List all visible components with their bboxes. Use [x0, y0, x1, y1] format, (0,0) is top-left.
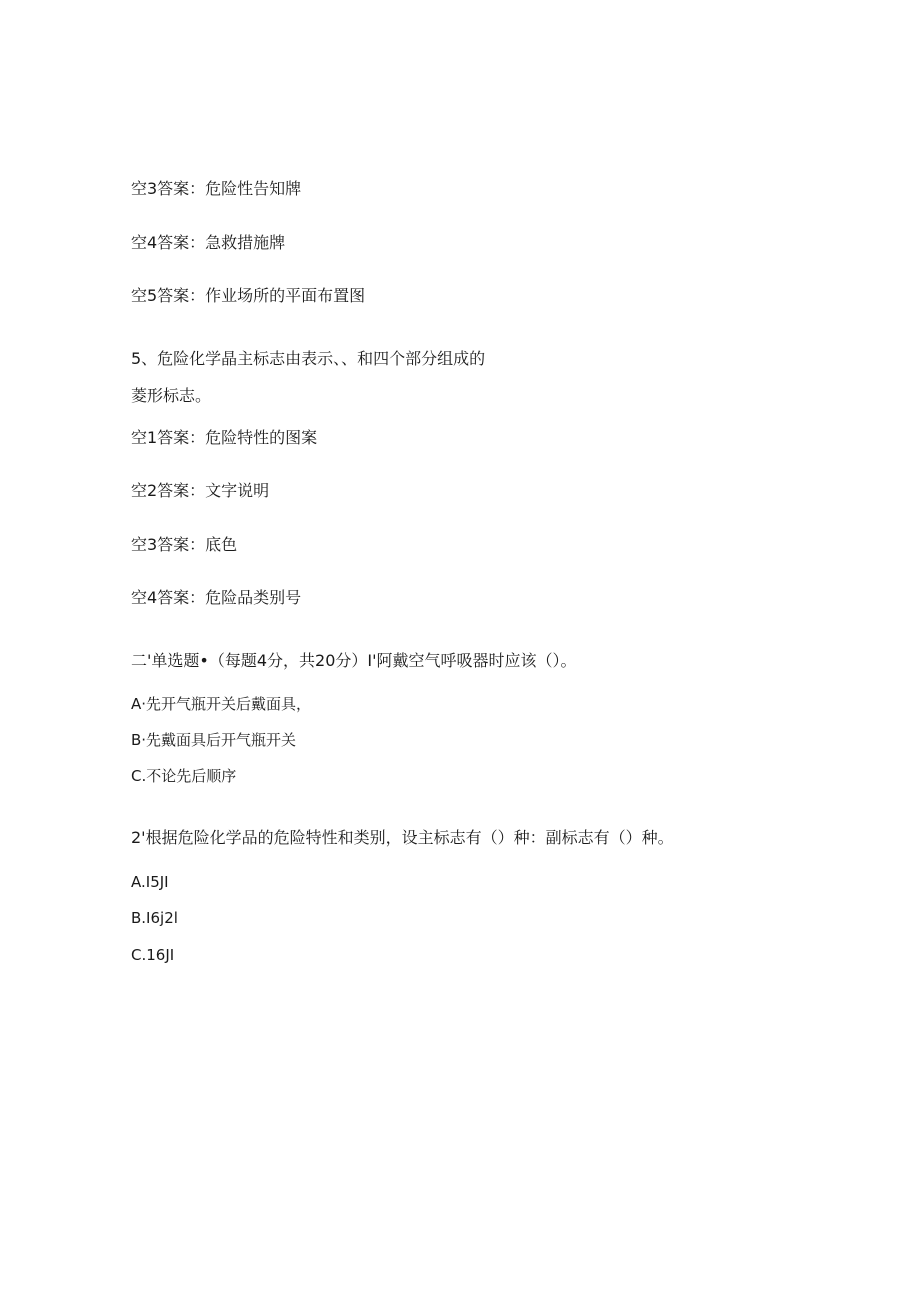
answer-blank-3: 空3答案：危险性告知牌 — [131, 179, 302, 198]
mc-question-2-stem: 2'根据危险化学品的危险特性和类别，设主标志有（）种：副标志有（）种。 — [131, 828, 674, 847]
question-5-text-cont: 菱形标志。 — [131, 386, 212, 405]
mc-q2-option-a: A.I5JI — [131, 873, 169, 891]
mc-question-1-stem: 二'单选题•（每题4分，共20分）I'阿戴空气呼吸器时应该（）。 — [131, 651, 577, 670]
q5-answer-blank-3: 空3答案：底色 — [131, 535, 238, 554]
answer-blank-5: 空5答案：作业场所的平面布置图 — [131, 286, 366, 305]
answer-blank-4: 空4答案：急救措施牌 — [131, 233, 286, 252]
question-5-text: 5、危险化学晶主标志由表示、、和四个部分组成的 — [131, 349, 486, 368]
mc-q2-option-c: C.16JI — [131, 946, 175, 964]
mc-q1-option-b: B·先戴面具后开气瓶开关 — [131, 731, 297, 749]
mc-q1-option-a: A·先开气瓶开关后戴面具， — [131, 695, 312, 713]
mc-q2-option-b: B.I6j2l — [131, 909, 178, 927]
q5-answer-blank-1: 空1答案：危险特性的图案 — [131, 428, 318, 447]
mc-q1-option-c: C.不论先后顺序 — [131, 767, 237, 785]
q5-answer-blank-4: 空4答案：危险品类别号 — [131, 588, 302, 607]
q5-answer-blank-2: 空2答案：文字说明 — [131, 481, 270, 500]
